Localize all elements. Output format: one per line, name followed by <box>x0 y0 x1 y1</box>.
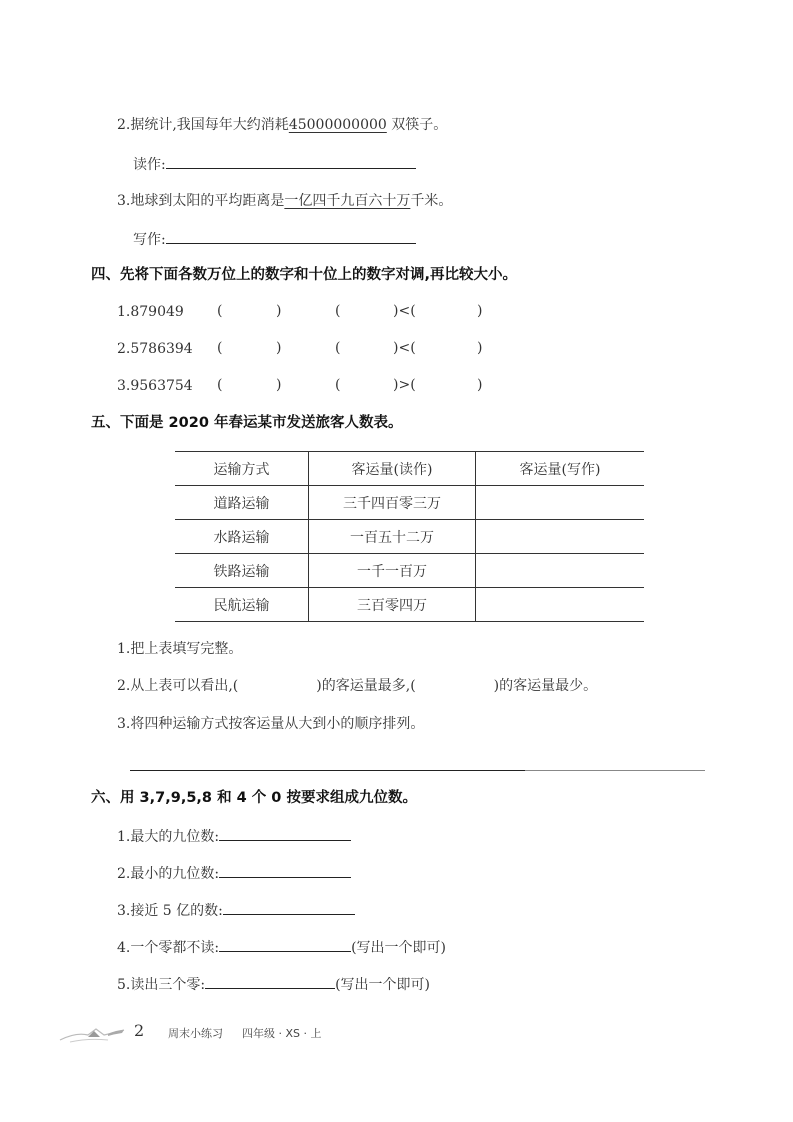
order-answer-line[interactable] <box>130 770 525 771</box>
question-3-answer-blank[interactable] <box>166 229 416 244</box>
question-2-text <box>117 116 447 134</box>
table-row <box>175 554 644 588</box>
table-cell-answer[interactable] <box>476 520 645 554</box>
book-title: 周末小练习 <box>168 1027 223 1040</box>
answer-blank[interactable] <box>223 900 355 915</box>
section-6-item-1 <box>117 826 351 846</box>
order-answer-line-extension <box>525 770 705 771</box>
table-cell: 水路运输 <box>175 520 309 554</box>
page-number: 2 <box>134 1021 145 1040</box>
grade-label: 四年级 · XS · 上 <box>242 1027 322 1040</box>
question-3-distance: 一亿四千九百六十万 <box>284 193 411 209</box>
comparison-sign: )>( <box>393 377 416 393</box>
paren-close-3: ) <box>477 340 483 356</box>
table-cell: 一千一百万 <box>309 554 476 588</box>
item-label: 5.读出三个零: <box>117 977 206 993</box>
item-number: 2.5786394 <box>117 341 193 357</box>
table-cell-answer[interactable] <box>476 588 645 622</box>
question-2-number: 45000000000 <box>288 117 387 133</box>
question-2-answer-label: 读作: <box>133 157 166 173</box>
item-label: 3.接近 5 亿的数: <box>117 903 223 919</box>
item-label: 2.最小的九位数: <box>117 866 220 882</box>
question-3-suffix: 千米。 <box>410 193 453 209</box>
paren-close-1: ) <box>276 303 282 319</box>
table-row <box>175 520 644 554</box>
table-cell: 民航运输 <box>175 588 309 622</box>
comparison-sign: )<( <box>393 340 416 356</box>
section-5-heading: 五、下面是 2020 年春运某市发送旅客人数表。 <box>91 415 403 431</box>
item-note: (写出一个即可) <box>351 940 447 956</box>
paren-open-2[interactable]: ( <box>335 377 341 393</box>
item-label: 4.一个零都不读: <box>117 940 220 956</box>
paren-close-3: ) <box>477 377 483 393</box>
section-5-question-3: 3.将四种运输方式按客运量从大到小的顺序排列。 <box>117 716 425 732</box>
table-header: 客运量(读作) <box>309 452 476 486</box>
section-6-item-4 <box>117 937 446 957</box>
answer-blank[interactable] <box>219 863 351 878</box>
answer-blank[interactable] <box>219 826 351 841</box>
paren-close-1: ) <box>276 377 282 393</box>
item-number: 1.879049 <box>117 304 184 320</box>
table-cell: 铁路运输 <box>175 554 309 588</box>
question-2-answer <box>133 154 416 174</box>
section-5-question-1: 1.把上表填写完整。 <box>117 641 243 657</box>
table-header-row <box>175 452 644 486</box>
question-2-answer-blank[interactable] <box>166 154 416 169</box>
paren-open-1[interactable]: ( <box>217 377 223 393</box>
table-cell: 道路运输 <box>175 486 309 520</box>
question-3-answer <box>133 229 416 249</box>
comparison-sign: )<( <box>393 303 416 319</box>
answer-blank[interactable] <box>219 937 351 952</box>
paren-open-1[interactable]: ( <box>217 340 223 356</box>
mountain-landscape-icon <box>58 1018 128 1046</box>
question-3-text <box>117 192 452 210</box>
table-row <box>175 588 644 622</box>
table-header: 运输方式 <box>175 452 309 486</box>
table-cell-answer[interactable] <box>476 554 645 588</box>
paren-close-3: ) <box>477 303 483 319</box>
paren-open-1[interactable]: ( <box>217 303 223 319</box>
section-6-item-5 <box>117 974 430 994</box>
section-5-question-2 <box>117 677 597 695</box>
paren-close-1: ) <box>276 340 282 356</box>
table-cell-answer[interactable] <box>476 486 645 520</box>
table-cell: 三百零四万 <box>309 588 476 622</box>
question-2-part-a: 2.从上表可以看出,( <box>117 678 239 694</box>
paren-open-2[interactable]: ( <box>335 303 341 319</box>
passenger-table <box>175 451 644 622</box>
section-6-heading: 六、用 3,7,9,5,8 和 4 个 0 按要求组成九位数。 <box>91 790 417 806</box>
section-6-item-2 <box>117 863 351 883</box>
question-3-prefix: 3.地球到太阳的平均距离是 <box>117 193 285 209</box>
item-note: (写出一个即可) <box>335 977 431 993</box>
item-label: 1.最大的九位数: <box>117 829 220 845</box>
question-3-answer-label: 写作: <box>133 232 166 248</box>
answer-blank[interactable] <box>205 974 335 989</box>
section-6-item-3 <box>117 900 355 920</box>
table-cell: 一百五十二万 <box>309 520 476 554</box>
table-header: 客运量(写作) <box>476 452 645 486</box>
item-number: 3.9563754 <box>117 378 193 394</box>
table-cell: 三千四百零三万 <box>309 486 476 520</box>
question-2-suffix: 双筷子。 <box>386 117 448 133</box>
table-row <box>175 486 644 520</box>
section-4-heading: 四、先将下面各数万位上的数字和十位上的数字对调,再比较大小。 <box>91 267 518 283</box>
question-2-prefix: 2.据统计,我国每年大约消耗 <box>117 117 289 133</box>
paren-open-2[interactable]: ( <box>335 340 341 356</box>
question-2-part-c: )的客运量最少。 <box>493 678 598 694</box>
question-2-part-b: )的客运量最多,( <box>316 678 416 694</box>
